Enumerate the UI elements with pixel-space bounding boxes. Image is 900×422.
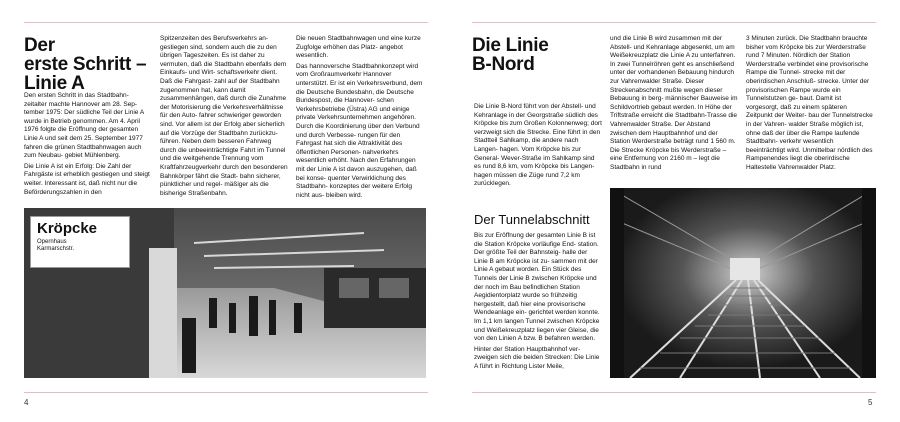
top-rule-right <box>472 22 876 23</box>
station-platform-photo <box>24 208 426 378</box>
bottom-rule-left <box>24 392 428 393</box>
left-title-line3: Linie A <box>24 73 85 94</box>
left-column-2 <box>160 35 288 200</box>
right-title-line1: Die Linie <box>472 35 549 56</box>
left-title-line2: erste Schritt – <box>24 54 147 75</box>
paragraph: Spitzenzeiten des Berufsverkehrs an- gestiegen sind, sondern auch die zu den übrigen Tageszeiten. Es ist daher zu vermuten, daß die Stadtbahn ebenfalls dem Einkaufs- und Wirt- schaftsverkehr dient. Daß die Fahrgast- zahl auf der Stadtbahn zugenommen hat, kann damit zusammenhängen, daß durch die Zunahme der Motorisierung die Verkehrsverhältnisse für den Auto- fahrer schwieriger geworden sind. Vor allem ist der Erfolg aber sicherlich auf die Vorzüge der Stadtbahn zurückzu- führen. Neben dem besseren Fahrweg durch die unbeeinträchtigte Fahrt im Tunnel und die weitgehende Trennung vom Kraftfahrzeugverkehr durch den besonderen Bahnkörper fährt die Stadt- bahn sicherer, pünktlicher und regel- mäßiger als die bisherige Straßenbahn. <box>160 35 288 197</box>
paragraph: Das hannoversche Stadtbahnkonzept wird vom Großraumverkehr Hannover unterstützt. Er ist ein Verkehrsverbund, dem die Deutsche Bundesbahn, die Deutsche Bundespost, die Hannover- schen Verkehrsbetriebe (Üstra) AG und einige private Verkehrsunternehmen angehören. Durch die Koordinierung über den Verbund und durch Verbesse- rungen für den Fahrgast hat sich die Attraktivität des öffentlichen Personen- nahverkehrs wesentlich erhöht. Nach den Erfahrungen mit der Linie A ist davon auszugehen, daß bei konse- quenter Verwirklichung des Stadtbahn- konzeptes der weitere Erfolg nicht aus- bleiben wird. <box>296 62 423 199</box>
right-column-3 <box>746 35 874 175</box>
right-title-line2: B-Nord <box>472 54 535 75</box>
right-column-2 <box>610 35 738 175</box>
paragraph: 3 Minuten zurück. Die Stadtbahn brauchte bisher vom Kröpcke bis zur Werderstraße rund 7 Minuten. Nördlich der Station Werderstraße verbindet eine provisorische Rampe die Tunnel- strecke mit der oberirdischen Anschluß- strecke. Unter der provisorischen Rampe wurde ein Tunnelstutzen ge- baut. Damit ist vorgesorgt, daß zu einem späteren Zeitpunkt der Weiter- bau der Tunnelstrecke in der Vahren- walder Straße möglich ist, ohne daß der über die Rampe laufende Stadtbahn- verkehr wesentlich beeinträchtigt wird. Unmittelbar nördlich des Rampenendes liegt die oberirdische Haltestelle Vahrenwalder Platz. <box>746 35 873 171</box>
paragraph: Bis zur Eröffnung der gesamten Linie B ist die Station Kröpcke vorläufige End- station. Der größte Teil der Bahnsteig- halle der Linie B am Kröpcke ist zu- sammen mit der Linie A gebaut worden. Ein Stück des Tunnels der Linie B zwischen Kröpcke und der noch im Bau befindlichen Station Aegidientorplatz wurde so frühzeitig hergestellt, daß hier eine provisorische Wendeanlage ein- gerichtet werden konnte. Im 1,1 km langen Tunnel zwischen Kröpcke und Weißekreuzplatz liegen vier Gleise, die von den Linien A bzw. B befahren werden. <box>474 232 600 343</box>
paragraph: und die Linie B wird zusammen mit der Abstell- und Kehranlage abgesenkt, um am Weißekreuzplatz die Linie A zu unterfahren. In zwei Tunnelröhren geht es anschließend unter der vorhandenen Bebauung hindurch zur Vahrenwalder Straße. Dieser Streckenabschnitt mußte wegen dieser Bebauung in berg- männischer Bauweise im Schildvortrieb gebaut werden. In Höhe der Triftstraße erreicht die Stadtbahn-Trasse die Vahrenwalder Straße. Der Abstand zwischen dem Hauptbahnhof und der Station Werderstraße beträgt rund 1 560 m. Die Strecke Kröpcke bis Werderstraße – eine Entfernung von 2160 m – legt die Stadtbahn in rund <box>610 35 738 171</box>
left-page-number: 4 <box>24 398 29 407</box>
station-sign-label: Kröpcke <box>37 220 98 237</box>
bottom-rule-right <box>472 392 876 393</box>
paragraph: Den ersten Schritt in das Stadtbahn- zeitalter machte Hannover am 28. Sep- tember 1975: Der südliche Teil der Linie A wurde in Betrieb genommen. Am 4. April 1976 folgte die Eröffnung der gesamten Linie A und seit dem 25. September 1977 fahren die grünen Stadtbahnwagen auch zum Neubau- gebiet Mühlenberg. <box>24 92 144 160</box>
right-subheading: Der Tunnelabschnitt <box>474 212 590 227</box>
paragraph: Hinter der Station Hauptbahnhof ver- zweigen sich die beiden Strecken: Die Linie A führt in Richtung Lister Meile, <box>474 345 600 370</box>
right-page-title <box>472 36 602 74</box>
right-column-1b <box>474 232 602 374</box>
left-page-title <box>24 36 154 93</box>
paragraph: Die neuen Stadtbahnwagen und eine kurze Zugfolge erhöhen das Platz- angebot wesentlich. <box>296 35 421 60</box>
left-column-1 <box>24 92 152 199</box>
station-sign-small1: Opernhaus <box>37 239 67 245</box>
right-column-1 <box>474 103 602 191</box>
paragraph: Die Linie A ist ein Erfolg: Die Zahl der Fahrgäste ist erheblich gestiegen und steigt weiter. Interessant ist, daß nicht nur die Beförderungszahlen in den <box>24 162 150 196</box>
left-column-3 <box>296 35 424 202</box>
top-rule-left <box>24 22 428 23</box>
station-sign-small2: Karmarschstr. <box>37 246 75 252</box>
tunnel-tracks-photo <box>610 188 876 378</box>
left-title-line1: Der <box>24 35 55 56</box>
right-page-number: 5 <box>868 398 873 407</box>
station-sign <box>30 216 130 268</box>
paragraph: Die Linie B-Nord führt von der Abstell- und Kehranlage in der Georgstraße südlich des Kröpcke bis zum Großen Kolonnenweg; dort verzweigt sich die Strecke. Eine führt in den Stadtteil Sahlkamp, die andere nach Langen- hagen. Vom Kröpcke bis zur General- Wever-Straße im Sahlkamp sind es rund 8,6 km, vom Kröpcke bis Langen- hagen müssen die Züge rund 7,2 km zurücklegen. <box>474 103 602 188</box>
